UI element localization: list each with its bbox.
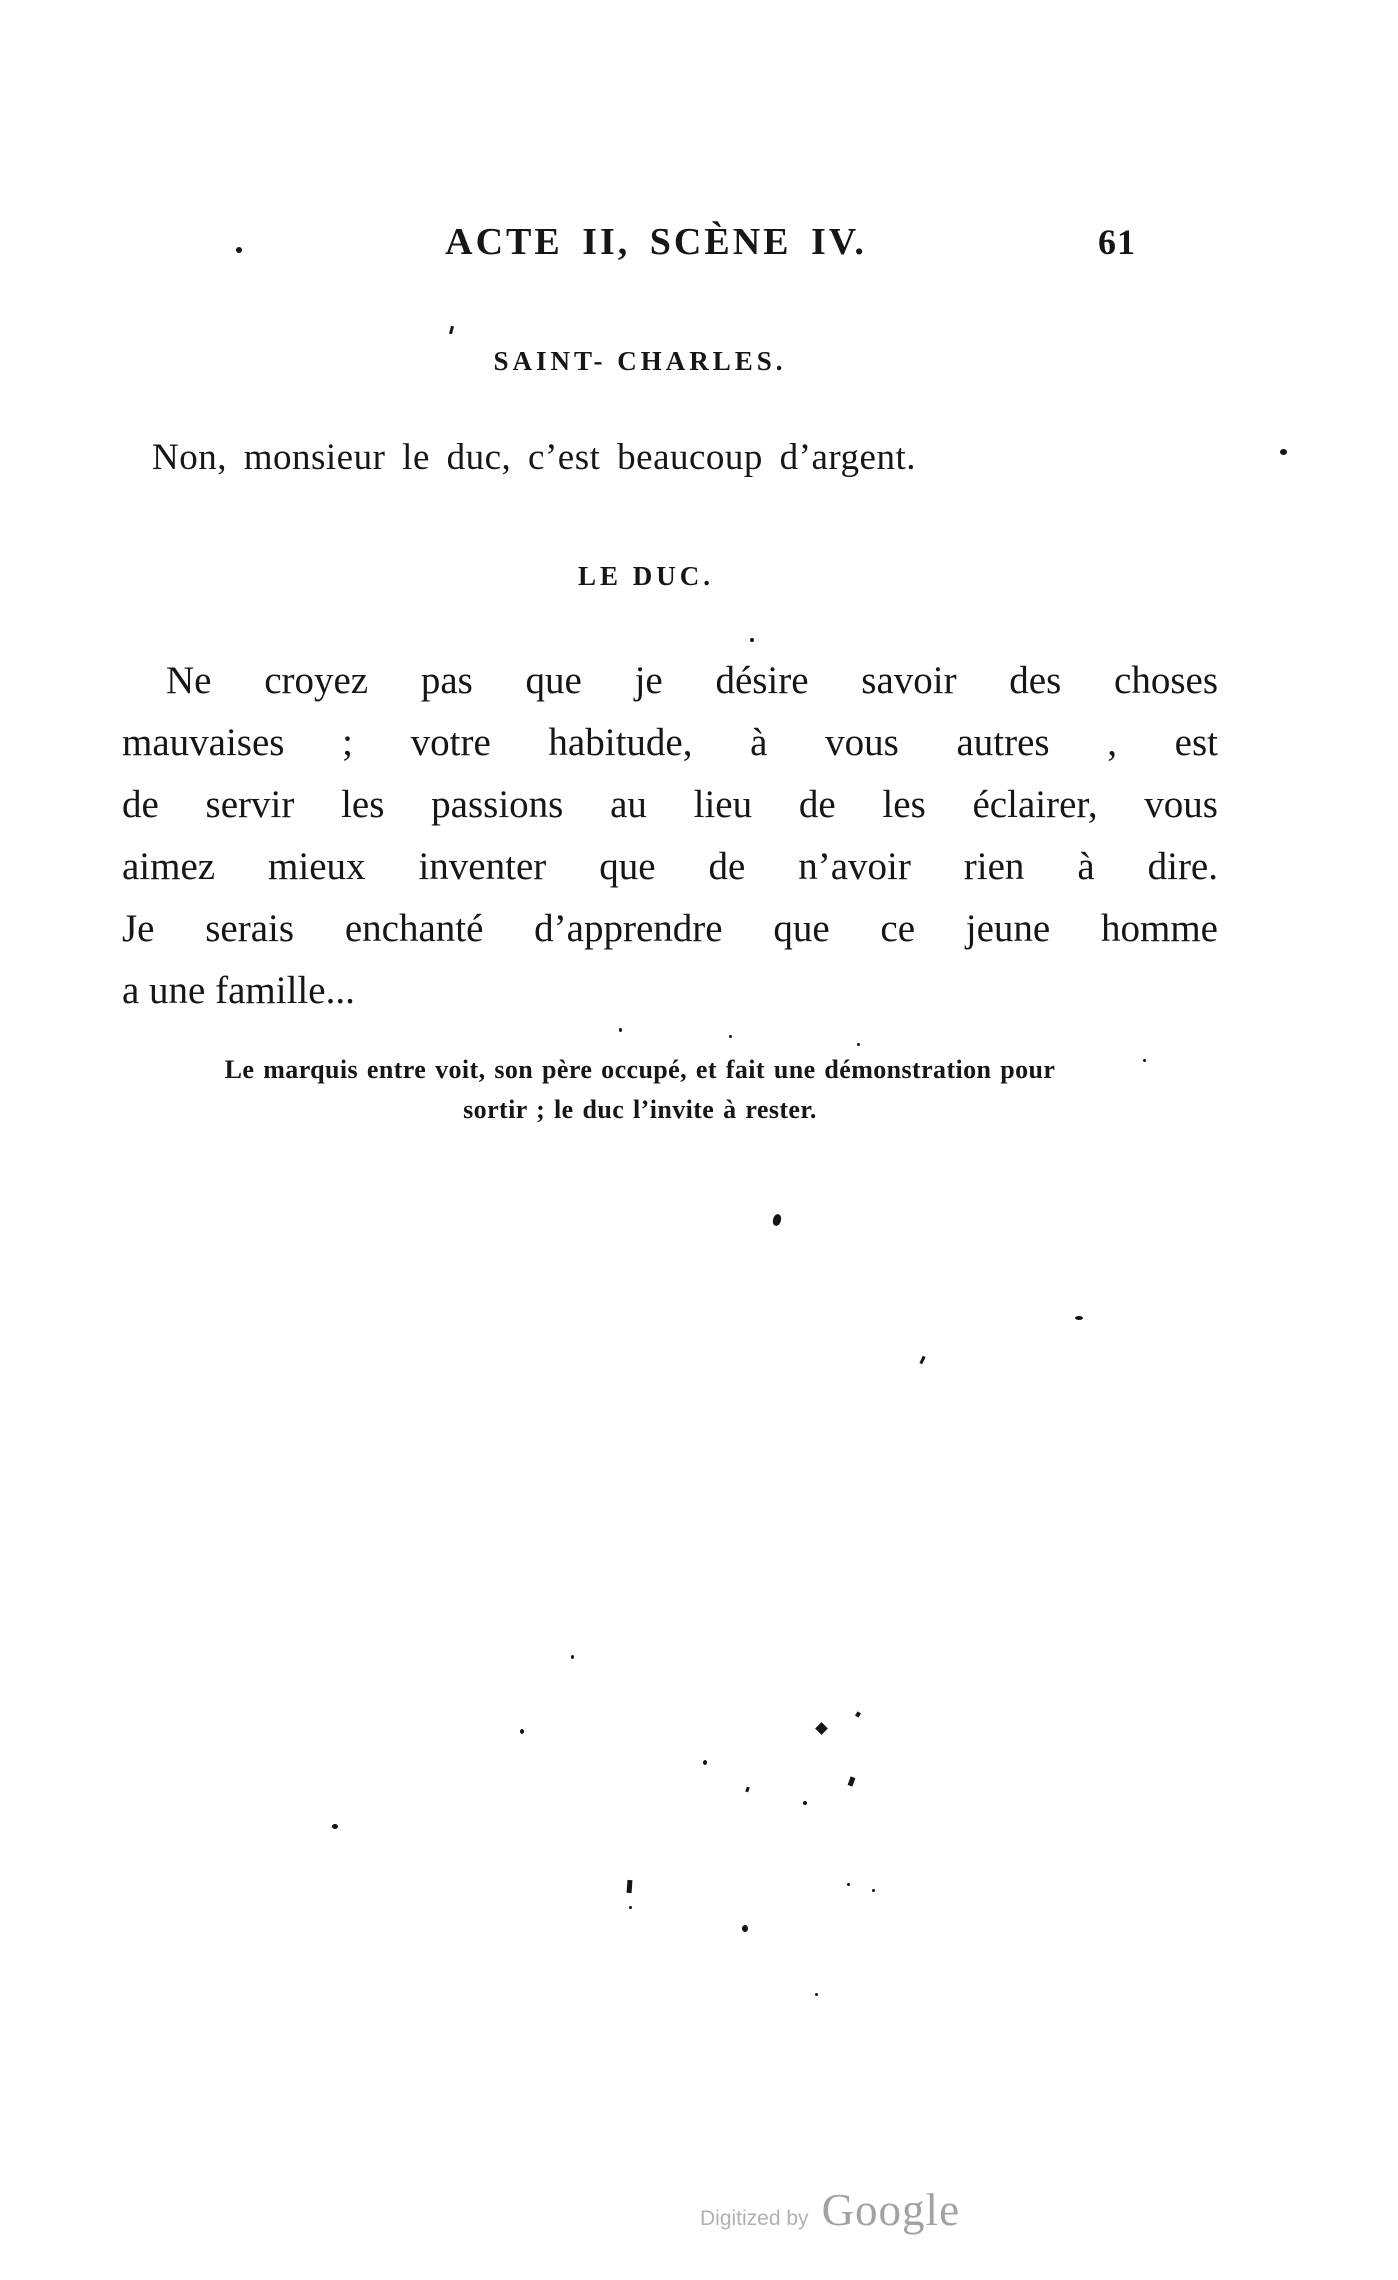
ink-speck	[857, 1043, 860, 1046]
ink-speck	[703, 1760, 707, 1765]
ink-speck	[815, 1722, 828, 1735]
page-number: 61	[1098, 222, 1136, 262]
ink-speck	[332, 1824, 338, 1829]
paragraph-line: aimez mieux inventer que de n’avoir rien à dire.	[122, 845, 1218, 888]
dialogue-paragraph-le-duc	[122, 650, 1218, 1022]
ink-speck	[745, 1787, 750, 1793]
ink-speck	[571, 1655, 574, 1659]
ink-speck	[1280, 449, 1287, 455]
speaker-name-le-duc: LE DUC.	[577, 561, 714, 591]
speaker-name-saint-charles: SAINT- CHARLES.	[493, 346, 787, 376]
watermark-prefix-text: Digitized by	[700, 2207, 809, 2230]
ink-speck	[729, 1035, 732, 1038]
ink-speck	[847, 1883, 850, 1886]
ink-speck	[872, 1889, 875, 1892]
page-header-title: ACTE II, SCÈNE IV.	[445, 221, 867, 263]
paragraph-line: de servir les passions au lieu de les éclairer, vous	[122, 783, 1218, 826]
google-logo: Google	[821, 2185, 961, 2235]
ink-speck	[627, 1880, 633, 1893]
paragraph-line: Je serais enchanté d’apprendre que ce jeune homme	[122, 907, 1218, 950]
ink-speck	[803, 1801, 807, 1805]
ink-speck	[236, 247, 242, 253]
stage-direction	[90, 1050, 1190, 1130]
stage-direction-line: sortir ; le duc l’invite à rester.	[463, 1095, 817, 1124]
ink-speck	[449, 326, 454, 335]
ink-speck	[629, 1906, 632, 1909]
dialogue-line-saint-charles: Non, monsieur le duc, c’est beaucoup d’argent.	[152, 437, 917, 478]
ink-speck	[919, 1356, 925, 1365]
paragraph-line: Ne croyez pas que je désire savoir des choses	[166, 659, 1218, 702]
ink-speck	[815, 1993, 818, 1996]
ink-speck	[520, 1729, 524, 1734]
digitized-by-google-watermark	[700, 2184, 960, 2236]
ink-speck	[855, 1711, 861, 1717]
ink-speck	[848, 1776, 856, 1786]
ink-speck	[1075, 1316, 1083, 1320]
paragraph-line: mauvaises ; votre habitude, à vous autres , est	[122, 721, 1218, 764]
paragraph-line: a une famille...	[122, 969, 355, 1012]
ink-speck	[772, 1213, 783, 1227]
ink-speck	[742, 1925, 748, 1932]
ink-speck	[619, 1028, 622, 1032]
ink-speck	[1143, 1059, 1146, 1062]
ink-speck	[750, 638, 754, 642]
stage-direction-line: Le marquis entre voit, son père occupé, et fait une démonstration pour	[224, 1055, 1056, 1084]
